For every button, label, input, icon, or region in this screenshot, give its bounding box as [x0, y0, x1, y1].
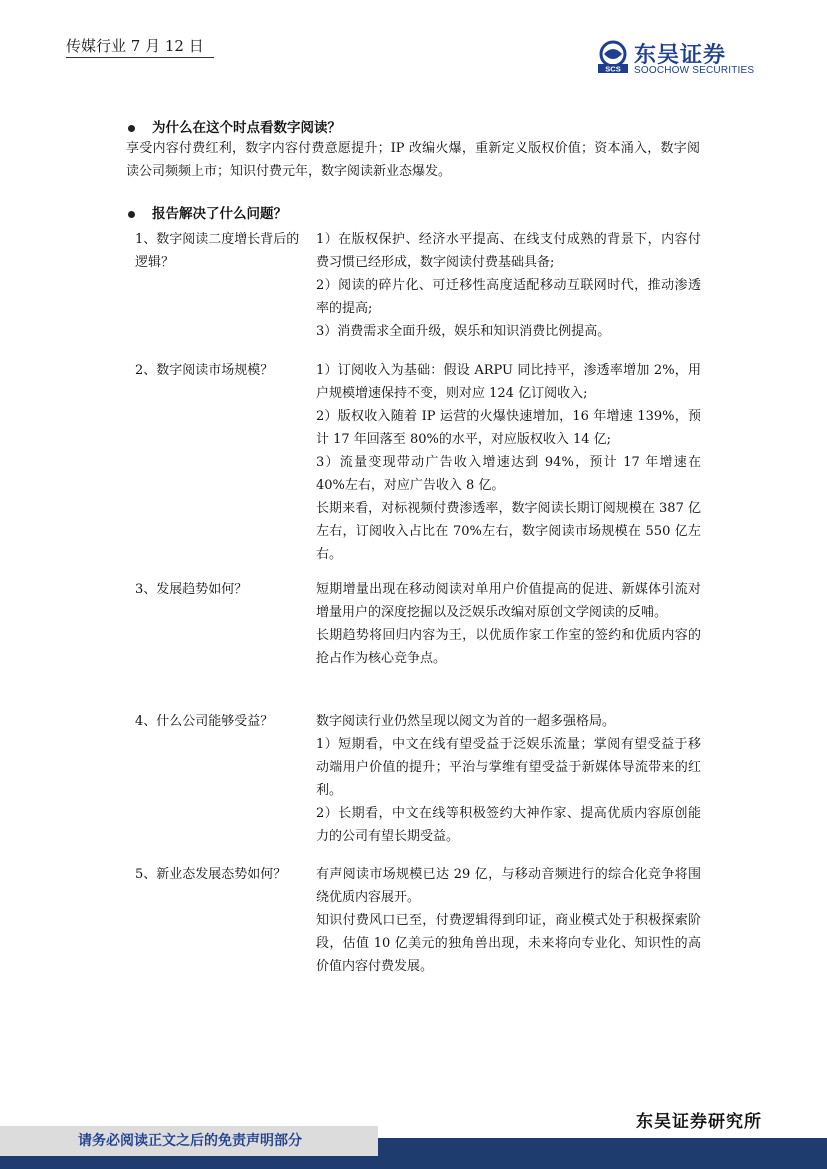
header-industry-date: 传媒行业 7 月 12 日 [66, 37, 204, 55]
section2-heading: 报告解决了什么问题？ [152, 206, 287, 222]
brand-logo [596, 40, 766, 76]
bullet-icon [128, 125, 135, 132]
footer-disclaimer: 请务必阅读正文之后的免责声明部分 [78, 1133, 302, 1149]
qa-question: 5、新业态发展态势如何？ [135, 867, 287, 882]
qa-question: 3、发展趋势如何？ [135, 582, 248, 597]
logo-english-name: SOOCHOW SECURITIES [634, 65, 755, 76]
answer-line: 长期来看，对标视频付费渗透率，数字阅读长期订阅规模在 387 亿左右，订阅收入占比在 70%左右，数字阅读市场规模在 550 亿左右。 [316, 501, 701, 562]
answer-line: 2）长期看，中文在线等积极签约大神作家、提高优质内容原创能力的公司有望长期受益。 [316, 806, 701, 844]
answer-line: 2）版权收入随着 IP 运营的火爆快速增加，16 年增速 139%，预计 17 年回落至 80%的水平，对应版权收入 14 亿; [316, 409, 701, 447]
answer-line: 3）消费需求全面升级，娱乐和知识消费比例提高。 [316, 324, 611, 339]
qa-answer [316, 578, 701, 670]
qa-answer [316, 863, 701, 978]
soochow-logo-icon [596, 40, 630, 74]
qa-question: 2、数字阅读市场规模？ [135, 363, 274, 378]
answer-line: 短期增量出现在移动阅读对单用户价值提高的促进、新媒体引流对增量用户的深度挖掘以及泛娱乐改编对原创文学阅读的反哺。 [316, 582, 701, 620]
logo-chinese-name: 东吴证券 [634, 43, 727, 68]
qa-answer [316, 710, 701, 848]
answer-line: 数字阅读行业仍然呈现以阅文为首的一超多强格局。 [316, 714, 616, 729]
qa-question: 1、数字阅读二度增长背后的逻辑？ [135, 232, 300, 270]
answer-line: 长期趋势将回归内容为王，以优质作家工作室的签约和优质内容的抢占作为核心竞争点。 [316, 628, 701, 666]
qa-question: 4、什么公司能够受益？ [135, 714, 274, 729]
logo-mark-text: SCS [605, 64, 621, 74]
qa-answer [316, 228, 701, 343]
header-underline [66, 57, 214, 58]
footer-institute: 东吴证券研究所 [636, 1112, 762, 1132]
answer-line: 2）阅读的碎片化、可迁移性高度适配移动互联网时代，推动渗透率的提高; [316, 278, 701, 316]
footer-bar [0, 1156, 827, 1169]
qa-answer [316, 359, 701, 566]
answer-line: 3）流量变现带动广告收入增速达到 94%，预计 17 年增速在 40%左右，对应广告收入 8 亿。 [316, 455, 701, 493]
section1-body: 享受内容付费红利，数字内容付费意愿提升；IP 改编火爆，重新定义版权价值；资本涌入，数字阅读公司频频上市；知识付费元年，数字阅读新业态爆发。 [126, 141, 700, 179]
section1-heading: 为什么在这个时点看数字阅读？ [152, 120, 341, 136]
answer-line: 有声阅读市场规模已达 29 亿，与移动音频进行的综合化竞争将围绕优质内容展开。 [316, 867, 701, 905]
bullet-icon [128, 211, 135, 218]
answer-line: 知识付费风口已至，付费逻辑得到印证，商业模式处于积极探索阶段，估值 10 亿美元的独角兽出现，未来将向专业化、知识性的高价值内容付费发展。 [316, 913, 701, 974]
answer-line: 1）短期看，中文在线有望受益于泛娱乐流量；掌阅有望受益于移动端用户价值的提升；平治与掌维有望受益于新媒体导流带来的红利。 [316, 737, 701, 798]
answer-line: 1）在版权保护、经济水平提高、在线支付成熟的背景下，内容付费习惯已经形成，数字阅读付费基础具备; [316, 232, 701, 270]
answer-line: 1）订阅收入为基础：假设 ARPU 同比持平，渗透率增加 2%，用户规模增速保持不变，则对应 124 亿订阅收入; [316, 363, 701, 401]
